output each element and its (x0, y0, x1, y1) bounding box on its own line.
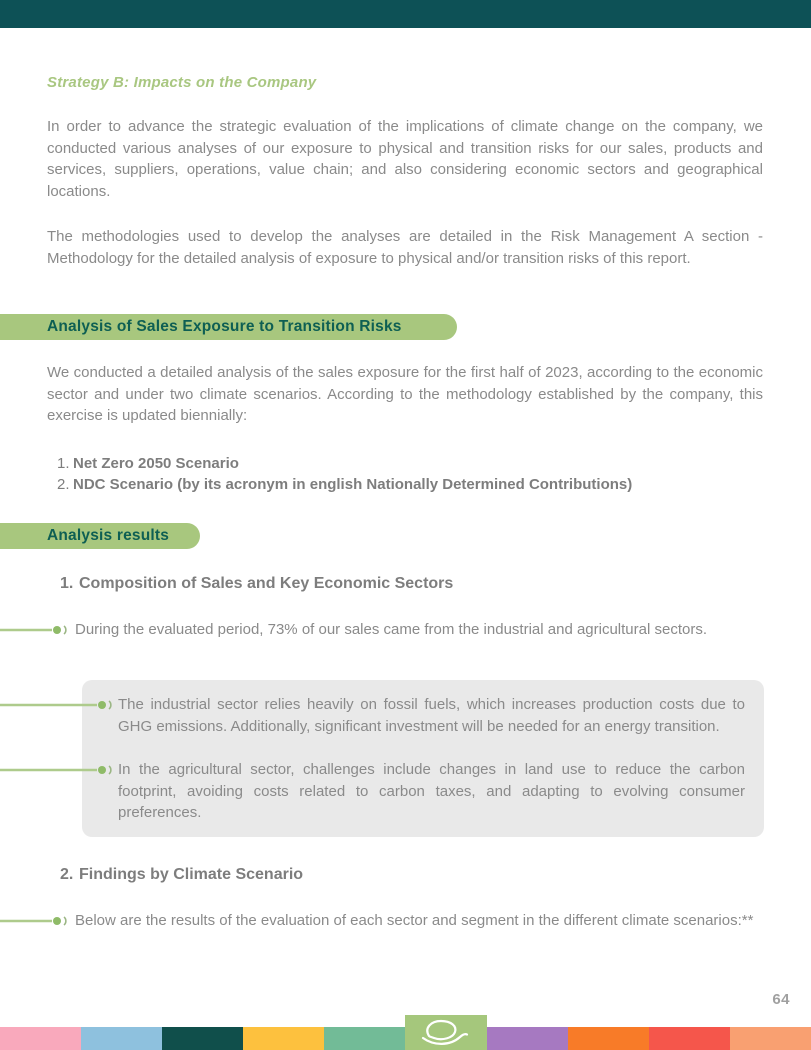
footer-color-segment (487, 1027, 568, 1050)
bullet-item (47, 619, 763, 641)
list-item-label: Net Zero 2050 Scenario (73, 454, 239, 472)
footer-color-segment (568, 1027, 649, 1050)
footer-logo (405, 1015, 487, 1050)
result-heading-composition (60, 575, 763, 593)
list-item (57, 474, 763, 496)
section-title-sales-exposure: Analysis of Sales Exposure to Transition Risks (0, 314, 457, 340)
header-bar (0, 0, 811, 28)
list-item-number: 2. (57, 476, 70, 493)
bullet-item (47, 910, 763, 932)
result-heading-findings (60, 866, 763, 884)
intro-paragraph-1: In order to advance the strategic evaluation of the implications of climate change on the company, we conducted various analyses of our exposure to physical and transition risks for our sales, products and services, suppliers, operations, value chain; and also considering economic sectors and geographical locations. (47, 118, 763, 200)
scenario-list (47, 453, 763, 496)
footer-color-segment (324, 1027, 405, 1050)
strategy-heading: Strategy B: Impacts on the Company (47, 74, 317, 91)
bullet-item (82, 694, 745, 737)
section-title-analysis-results: Analysis results (0, 523, 200, 549)
highlight-box (82, 680, 764, 837)
result-heading-number: 1. (60, 574, 74, 592)
bullet-text: During the evaluated period, 73% of our sales came from the industrial and agricultural sectors. (75, 620, 707, 638)
list-item-label: NDC Scenario (by its acronym in english Nationally Determined Contributions) (73, 476, 633, 493)
footer-color-segment (0, 1027, 81, 1050)
bullet-text: Below are the results of the evaluation of each sector and segment in the different climate scenarios:** (75, 911, 754, 929)
footer-color-segment (243, 1027, 324, 1050)
bullet-text: The industrial sector relies heavily on fossil fuels, which increases production costs due to GHG emissions. Additionally, significant investment will be needed for an energy transition. (118, 696, 745, 735)
leaf-swirl-icon (416, 1018, 476, 1048)
page-content (0, 74, 811, 931)
footer-color-segment (162, 1027, 243, 1050)
result-heading-label: Findings by Climate Scenario (79, 865, 304, 883)
result-heading-label: Composition of Sales and Key Economic Sectors (79, 574, 454, 592)
bullet-connector-icon (0, 914, 70, 928)
list-item (57, 453, 763, 475)
bullet-item (82, 759, 745, 824)
footer-color-segment (649, 1027, 730, 1050)
bullet-connector-icon (0, 698, 115, 712)
bullet-connector-icon (0, 623, 70, 637)
intro-paragraph-2: The methodologies used to develop the analyses are detailed in the Risk Management A section - Methodology for the detailed analysis of exposure to physical and/or transition risks of this report. (47, 228, 763, 267)
bullet-connector-icon (0, 763, 115, 777)
list-item-number: 1. (57, 454, 70, 472)
footer-color-segment (81, 1027, 162, 1050)
footer-color-segment (730, 1027, 811, 1050)
bullet-text: In the agricultural sector, challenges include changes in land use to reduce the carbon footprint, avoiding costs related to carbon taxes, and adapting to evolving consumer preferences. (118, 761, 745, 821)
sales-exposure-paragraph: We conducted a detailed analysis of the sales exposure for the first half of 2023, according to the economic sector and under two climate scenarios. According to the methodology established by the company, this exercise is updated biennially: (47, 364, 763, 424)
result-heading-number: 2. (60, 865, 74, 883)
page-number: 64 (772, 991, 790, 1008)
